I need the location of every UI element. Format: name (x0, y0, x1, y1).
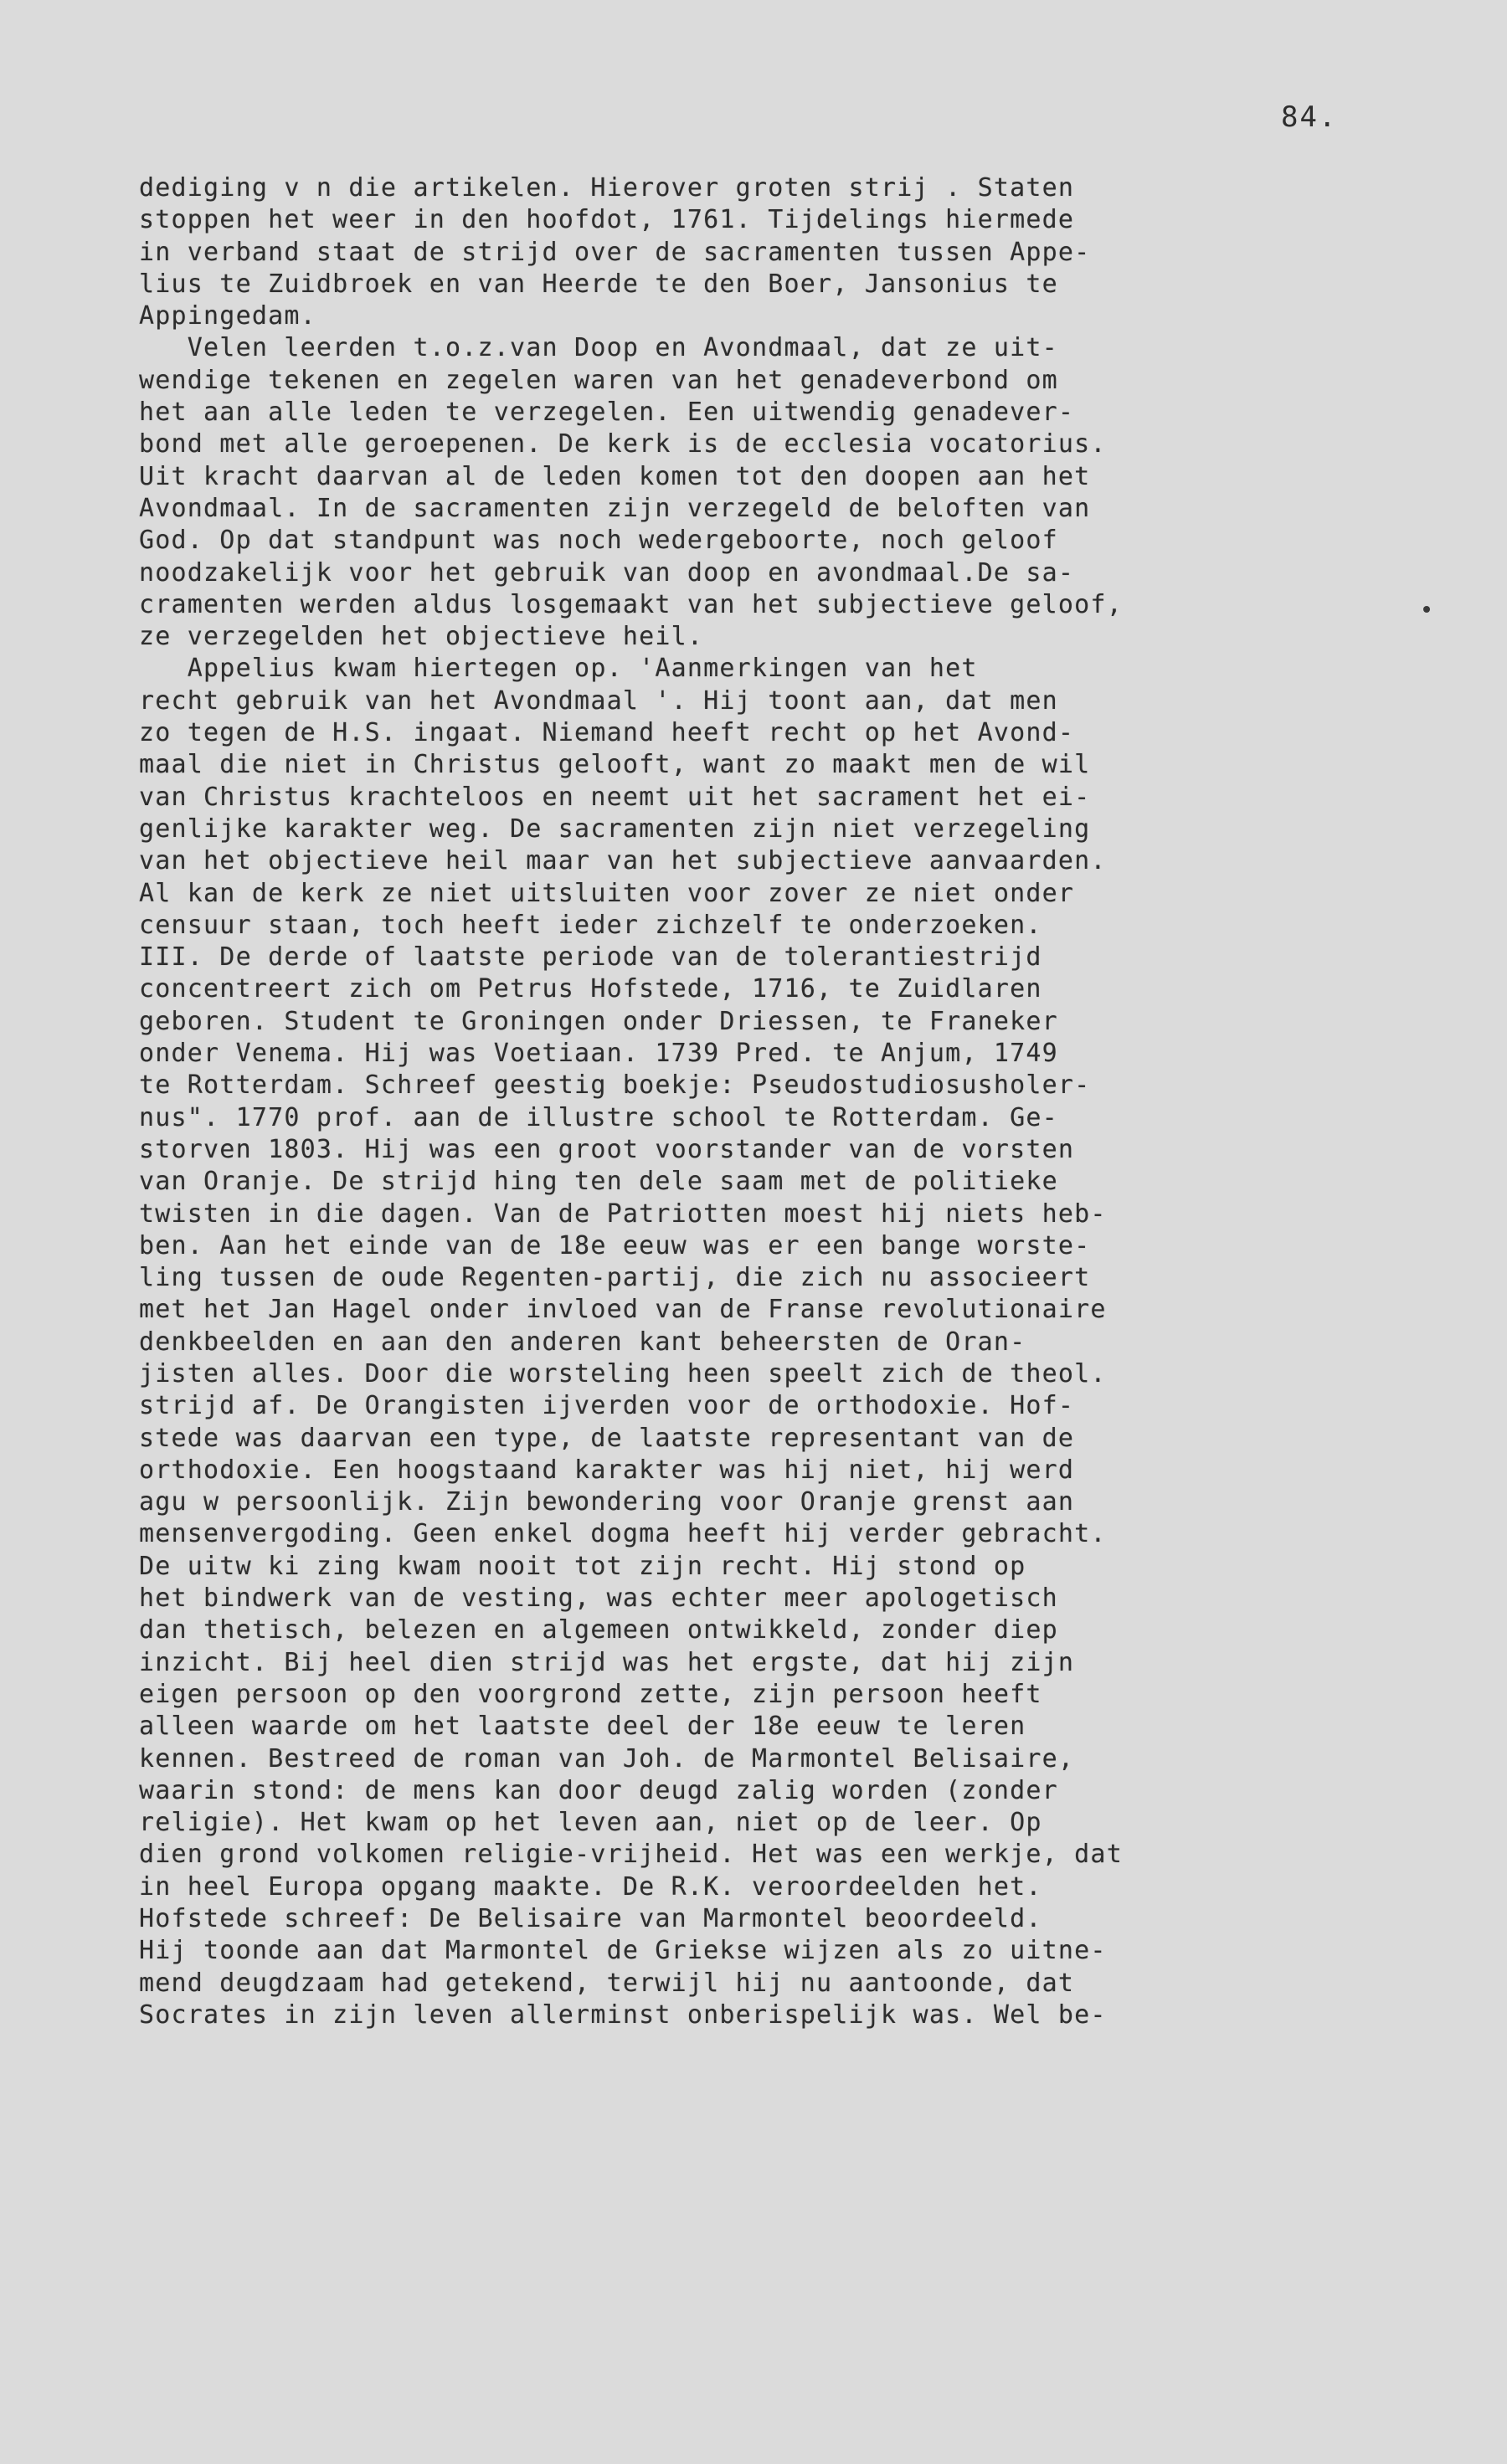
text-line: geboren. Student te Groningen onder Driessen, te Franeker (139, 1006, 1058, 1036)
text-line: Velen leerden t.o.z.van Doop en Avondmaal, dat ze uit- (139, 333, 1058, 363)
text-line: censuur staan, toch heeft ieder zichzelf te onderzoeken. (139, 910, 1042, 940)
text-line: van Christus krachteloos en neemt uit het sacrament het ei- (139, 782, 1091, 812)
text-line: dediging v n die artikelen. Hierover groten strij . Staten (139, 173, 1075, 203)
text-line: God. Op dat standpunt was noch wedergeboorte, noch geloof (139, 526, 1058, 556)
text-line: in verband staat de strijd over de sacramenten tussen Appe- (139, 237, 1091, 267)
text-line: ling tussen de oude Regenten-partij, die zich nu associeert (139, 1263, 1091, 1293)
text-line: twisten in die dagen. Van de Patriotten moest hij niets heb- (139, 1199, 1107, 1229)
text-line: bond met alle geroepenen. De kerk is de ecclesia vocatorius. (139, 429, 1107, 459)
page-number: 84. (1281, 100, 1338, 134)
text-line: De uitw ki zing kwam nooit tot zijn recht. Hij stond op (139, 1551, 1026, 1581)
text-line: Socrates in zijn leven allerminst onberispelijk was. Wel be- (139, 1999, 1107, 2030)
text-line: strijd af. De Orangisten ijverden voor de orthodoxie. Hof- (139, 1391, 1075, 1421)
text-line: concentreert zich om Petrus Hofstede, 1716, te Zuidlaren (139, 974, 1042, 1004)
text-line: ze verzegelden het objectieve heil. (139, 622, 704, 652)
text-line: het bindwerk van de vesting, was echter meer apologetisch (139, 1584, 1058, 1614)
text-line: eigen persoon op den voorgrond zette, zijn persoon heeft (139, 1679, 1042, 1709)
text-line: mensenvergoding. Geen enkel dogma heeft hij verder gebracht. (139, 1519, 1107, 1549)
text-line: genlijke karakter weg. De sacramenten zijn niet verzegeling (139, 814, 1091, 844)
text-line: kennen. Bestreed de roman van Joh. de Marmontel Belisaire, (139, 1743, 1075, 1774)
text-line: Hofstede schreef: De Belisaire van Marmontel beoordeeld. (139, 1904, 1042, 1934)
text-line: denkbeelden en aan den anderen kant beheersten de Oran- (139, 1327, 1026, 1357)
margin-mark (1423, 606, 1430, 613)
text-line: alleen waarde om het laatste deel der 18e eeuw te leren (139, 1712, 1026, 1742)
text-line: stoppen het weer in den hoofdot, 1761. Tijdelings hiermede (139, 205, 1075, 235)
text-line: mend deugdzaam had getekend, terwijl hij nu aantoonde, dat (139, 1968, 1075, 1998)
text-line: III. De derde of laatste periode van de tolerantiestrijd (139, 942, 1042, 973)
text-line: inzicht. Bij heel dien strijd was het ergste, dat hij zijn (139, 1647, 1075, 1677)
text-line: lius te Zuidbroek en van Heerde te den Boer, Jansonius te (139, 269, 1058, 299)
text-line: van Oranje. De strijd hing ten dele saam met de politieke (139, 1167, 1058, 1197)
text-line: storven 1803. Hij was een groot voorstander van de vorsten (139, 1134, 1075, 1164)
text-line: jisten alles. Door die worsteling heen speelt zich de theol. (139, 1358, 1107, 1389)
text-line: noodzakelijk voor het gebruik van doop en avondmaal.De sa- (139, 557, 1075, 588)
text-line: van het objectieve heil maar van het subjectieve aanvaarden. (139, 846, 1107, 876)
text-line: wendige tekenen en zegelen waren van het genadeverbond om (139, 365, 1058, 395)
text-line: Hij toonde aan dat Marmontel de Griekse wijzen als zo uitne- (139, 1936, 1107, 1966)
text-line: religie). Het kwam op het leven aan, niet op de leer. Op (139, 1808, 1042, 1838)
text-line: cramenten werden aldus losgemaakt van het subjectieve geloof, (139, 589, 1123, 619)
text-line: agu w persoonlijk. Zijn bewondering voor Oranje grenst aan (139, 1487, 1075, 1517)
text-line: Uit kracht daarvan al de leden komen tot den doopen aan het (139, 461, 1091, 491)
text-line: nus". 1770 prof. aan de illustre school te Rotterdam. Ge- (139, 1102, 1058, 1132)
text-line: dien grond volkomen religie-vrijheid. Het was een werkje, dat (139, 1840, 1123, 1870)
text-line: stede was daarvan een type, de laatste representant van de (139, 1423, 1075, 1453)
text-line: met het Jan Hagel onder invloed van de Franse revolutionaire (139, 1295, 1107, 1325)
text-line: recht gebruik van het Avondmaal '. Hij toont aan, dat men (139, 685, 1058, 716)
text-line: orthodoxie. Een hoogstaand karakter was hij niet, hij werd (139, 1455, 1075, 1485)
text-line: te Rotterdam. Schreef geestig boekje: Pseudostudiosusholer- (139, 1070, 1091, 1101)
text-line: Appingedam. (139, 301, 316, 331)
text-line: zo tegen de H.S. ingaat. Niemand heeft recht op het Avond- (139, 718, 1075, 748)
text-line: het aan alle leden te verzegelen. Een uitwendig genadever- (139, 398, 1075, 428)
text-line: Appelius kwam hiertegen op. 'Aanmerkingen van het (139, 654, 978, 684)
text-line: onder Venema. Hij was Voetiaan. 1739 Pred. te Anjum, 1749 (139, 1039, 1058, 1069)
text-line: ben. Aan het einde van de 18e eeuw was er een bange worste- (139, 1230, 1091, 1260)
body-text (139, 172, 1345, 2031)
text-line: dan thetisch, belezen en algemeen ontwikkeld, zonder diep (139, 1615, 1058, 1645)
text-line: in heel Europa opgang maakte. De R.K. veroordeelden het. (139, 1871, 1042, 1902)
text-line: Al kan de kerk ze niet uitsluiten voor zover ze niet onder (139, 878, 1075, 908)
text-line: Avondmaal. In de sacramenten zijn verzegeld de beloften van (139, 493, 1091, 523)
text-line: waarin stond: de mens kan door deugd zalig worden (zonder (139, 1775, 1058, 1805)
text-line: maal die niet in Christus gelooft, want zo maakt men de wil (139, 750, 1091, 780)
